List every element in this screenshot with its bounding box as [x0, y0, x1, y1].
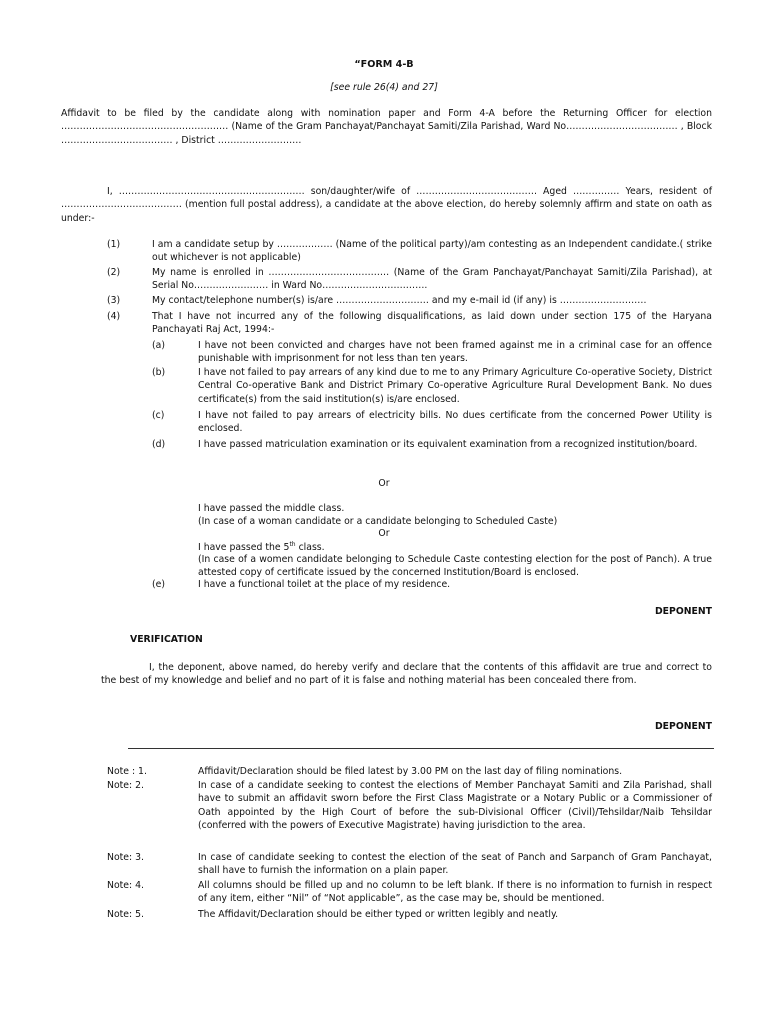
note-label: Note : 1.: [107, 766, 147, 777]
subitem-text: I have a functional toilet at the place of my residence.: [198, 579, 451, 590]
note-text: In case of candidate seeking to contest the election of the seat of Panch and Sarpanch of Gram Panchayat, shall have to furnish the information on a plain paper.: [198, 852, 712, 877]
subitem-label: (e): [152, 579, 165, 590]
item-text: My name is enrolled in ………………………………… (Name of the Gram Panchayat/Panchayat Samiti/Zila Parishad), at Serial No…………………… in Ward No…………………………….: [152, 267, 712, 292]
verification-paragraph: [101, 661, 712, 688]
verification-text: I, the deponent, above named, do hereby verify and declare that the contents of this affidavit are true and correct to the best of my knowledge and belief and no part of it is false and nothing material has been concealed there from.: [101, 662, 712, 687]
ordinal-suffix: th: [289, 540, 296, 548]
middle-class-condition: (In case of a woman candidate or a candidate belonging to Scheduled Caste): [198, 516, 558, 527]
subitem-label: (b): [152, 367, 166, 378]
or-separator: Or: [378, 528, 390, 539]
note-text: The Affidavit/Declaration should be either typed or written legibly and neatly.: [198, 909, 559, 920]
form-title: “FORM 4-B: [354, 59, 414, 70]
intro-paragraph: Affidavit to be filed by the candidate along with nomination paper and Form 4-A before the Returning Officer for election ……………………………………………… (Name of the Gram Panchayat/Panchayat Samiti/Zila Parishad, Ward No……………………………… , Block ……………………………… , District ………………………: [61, 108, 712, 146]
item-text: That I have not incurred any of the following disqualifications, as laid down under section 175 of the Haryana Panchayati Raj Act, 1994:-: [152, 311, 712, 336]
note-text: All columns should be filled up and no column to be left blank. If there is no information to furnish in respect of any item, either “Nil” of “Not applicable”, as the case may be, should be mentioned.: [198, 880, 712, 905]
note-label: Note: 2.: [107, 780, 144, 791]
subitem-text: I have not failed to pay arrears of any kind due to me to any Primary Agriculture Co-operative Society, District Central Co-operative Bank and District Primary Co-operative Agriculture Rural Development Bank. No dues certificate(s) from the said institution(s) is/are enclosed.: [198, 367, 712, 405]
deponent-label: DEPONENT: [654, 721, 712, 732]
item-number: (2): [107, 267, 121, 278]
declaration-paragraph: [61, 185, 712, 225]
fifth-class-text-end: class.: [295, 542, 325, 553]
subitem-text: I have passed matriculation examination or its equivalent examination from a recognized institution/board.: [198, 439, 698, 450]
declaration-text: I, …………………………………………………… son/daughter/wife of ………………………………… Aged …………… Years, resident of ………………………………… (mention full postal address), a candidate at the above election, do hereby solemnly affirm and state on oath as under:-: [61, 186, 712, 224]
subitem-label: (c): [152, 410, 165, 421]
subitem-text: I have not been convicted and charges have not been framed against me in a criminal case for an offence punishable with imprisonment for not less than ten years.: [198, 340, 712, 365]
verification-heading: VERIFICATION: [130, 634, 203, 645]
deponent-label: DEPONENT: [654, 606, 712, 617]
note-label: Note: 5.: [107, 909, 144, 920]
form-subtitle: [see rule 26(4) and 27]: [330, 82, 438, 93]
item-number: (1): [107, 239, 121, 250]
note-text: Affidavit/Declaration should be filed latest by 3.00 PM on the last day of filing nominations.: [198, 766, 623, 777]
note-label: Note: 4.: [107, 880, 144, 891]
item-text: My contact/telephone number(s) is/are ………………………… and my e-mail id (if any) is ……………………….: [152, 295, 647, 306]
item-number: (3): [107, 295, 121, 306]
divider-line: [128, 748, 714, 749]
or-separator: Or: [378, 478, 390, 489]
middle-class-line: I have passed the middle class.: [198, 503, 345, 514]
item-number: (4): [107, 311, 121, 322]
note-text: In case of a candidate seeking to contest the elections of Member Panchayat Samiti and Zila Parishad, shall have to submit an affidavit sworn before the First Class Magistrate or a Notary Public or a Commissioner of Oath appointed by the High Court of before the sub-Divisional Officer (Civil)/Tehsildar/Naib Tehsildar (conferred with the powers of Executive Magistrate) having jurisdiction to the area.: [198, 780, 712, 831]
fifth-class-text: I have passed the 5: [198, 542, 290, 553]
note-label: Note: 3.: [107, 852, 144, 863]
fifth-class-condition: (In case of a women candidate belonging to Schedule Caste contesting election for the post of Panch). A true attested copy of certificate issued by the concerned Institution/Board is enclosed.: [198, 554, 712, 579]
item-text: I am a candidate setup by ……………… (Name of the political party)/am contesting as an Independent candidate.( strike out whichever is not applicable): [152, 239, 712, 264]
subitem-text: I have not failed to pay arrears of electricity bills. No dues certificate from the concerned Power Utility is enclosed.: [198, 410, 712, 435]
subitem-label: (a): [152, 340, 165, 351]
subitem-label: (d): [152, 439, 166, 450]
